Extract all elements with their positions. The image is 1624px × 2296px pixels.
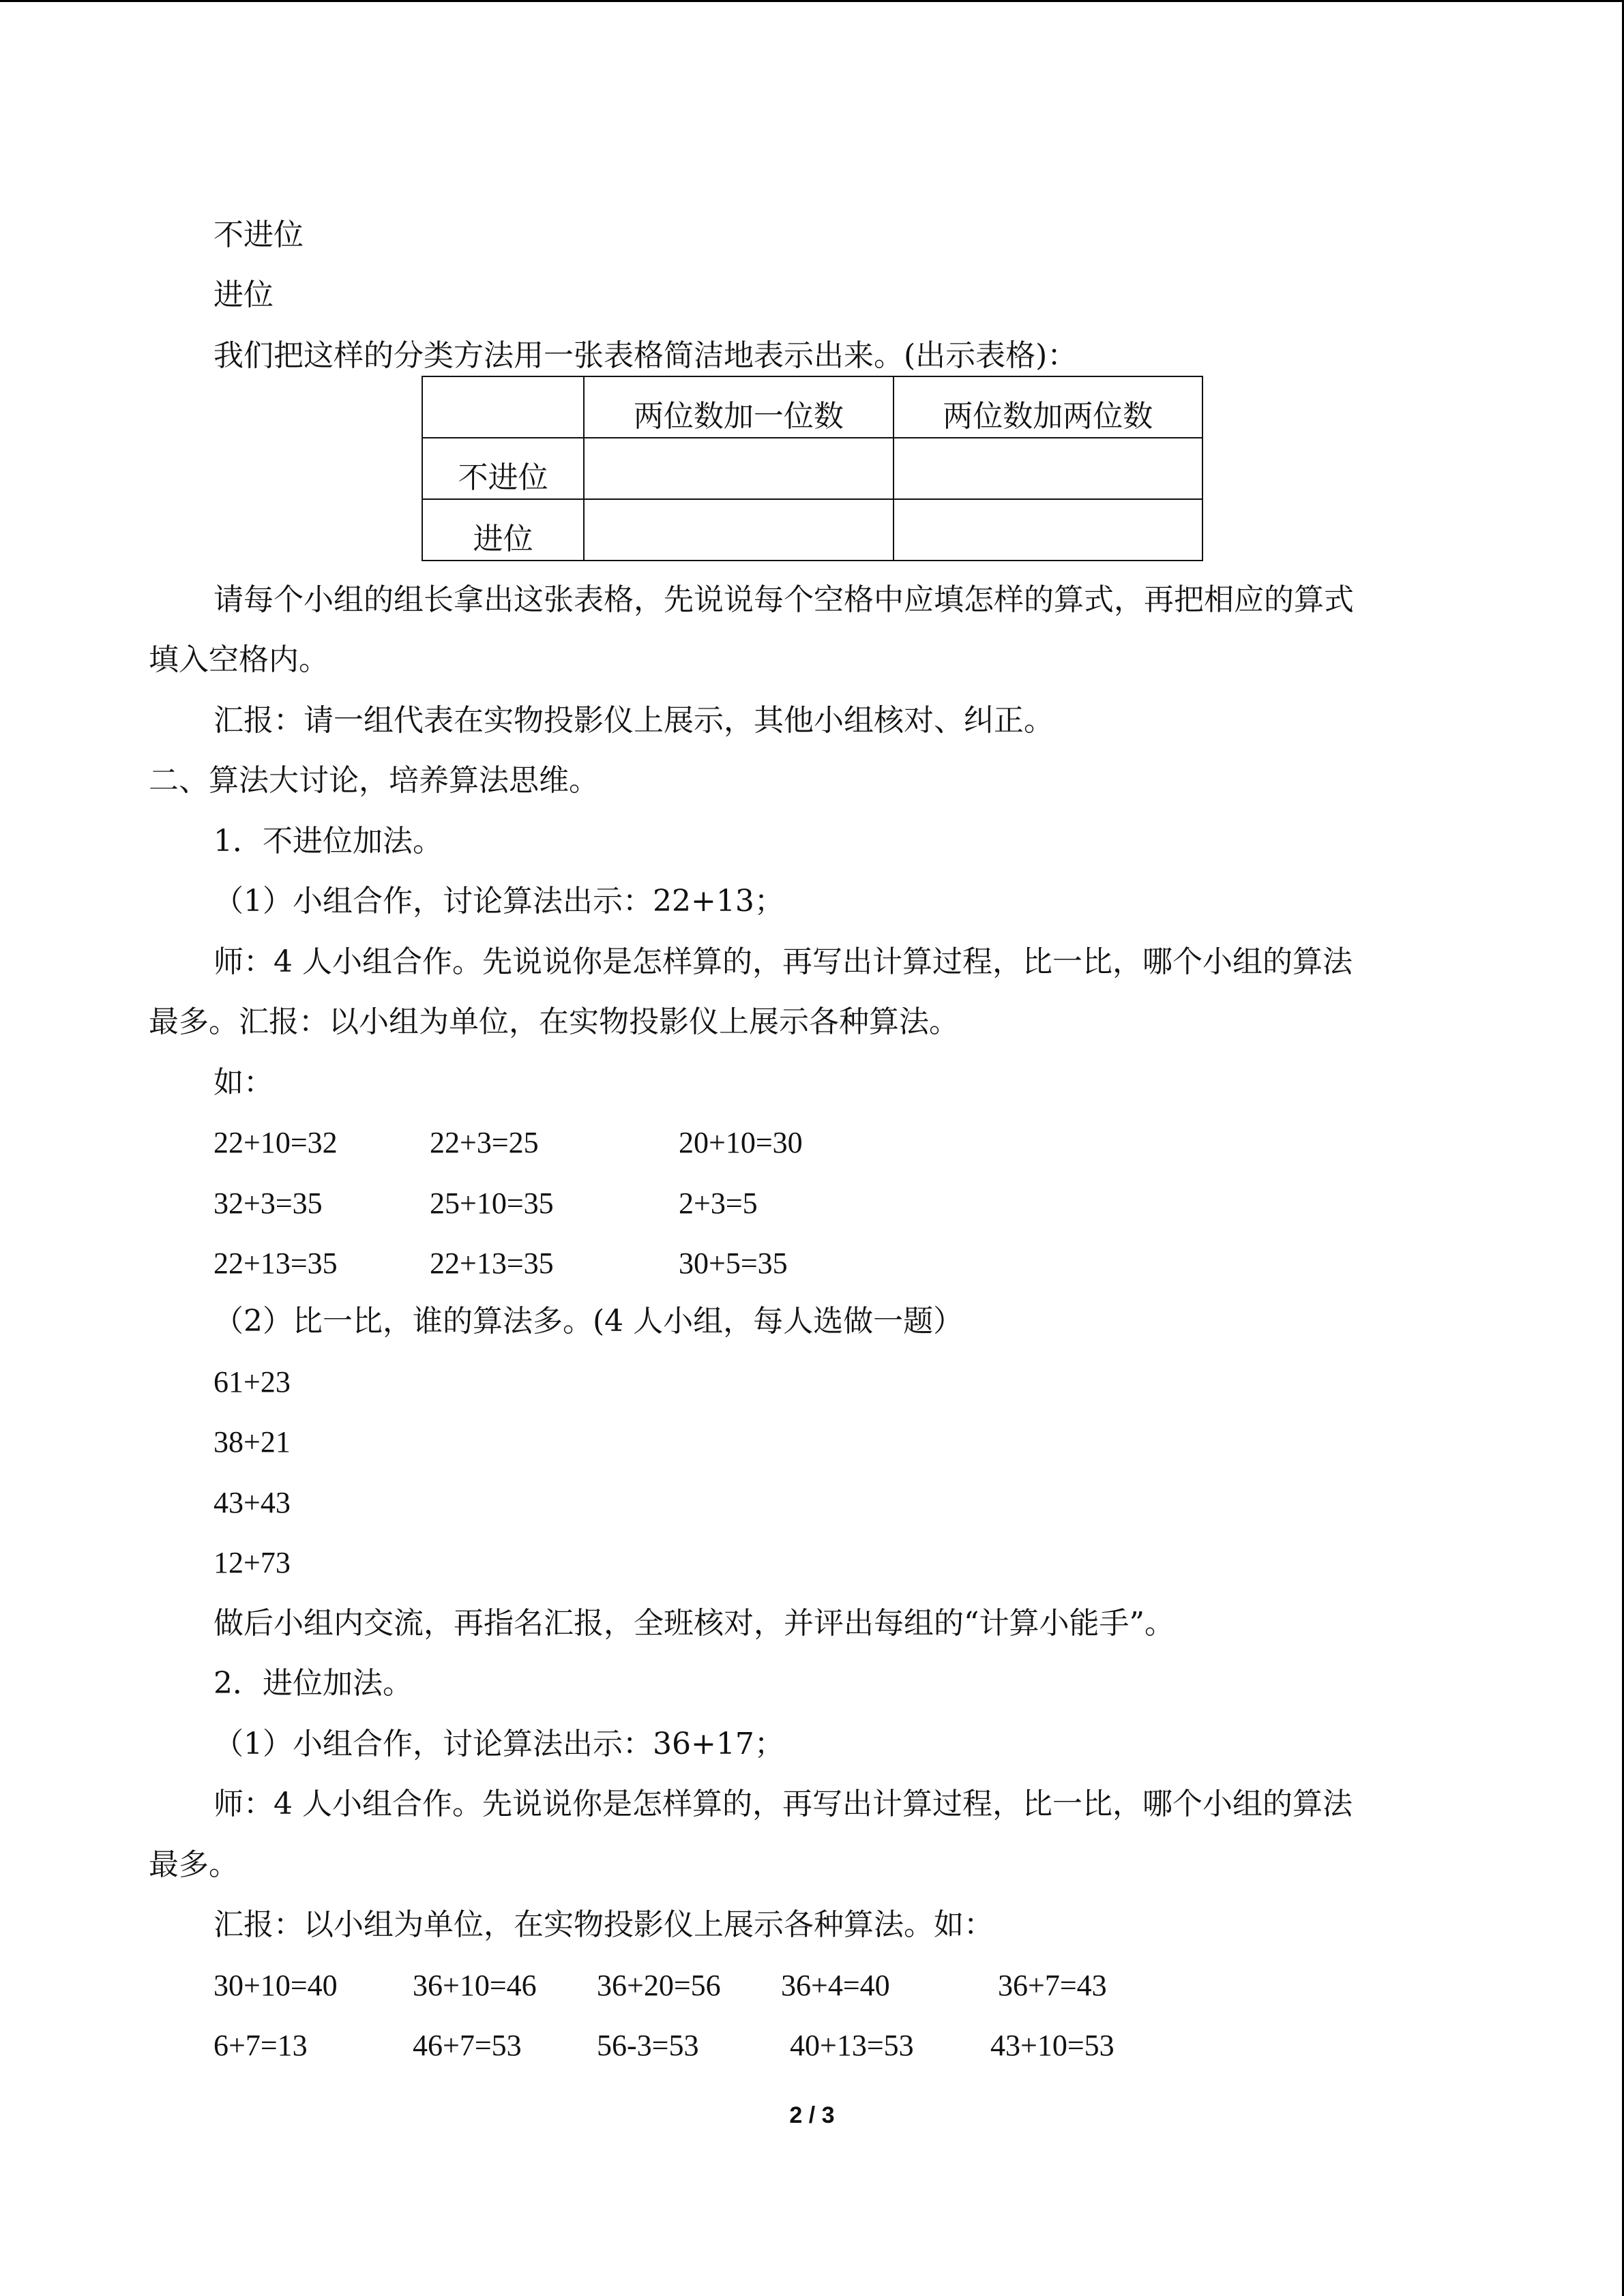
paragraph-example-label: 如： — [213, 1065, 274, 1100]
section-heading-2: 二、算法大讨论，培养算法思维。 — [149, 763, 599, 798]
equation: 6+7=13 — [213, 2029, 308, 2062]
equation: 36+20=56 — [597, 1969, 721, 2002]
equation: 46+7=53 — [413, 2029, 522, 2062]
equation: 22+3=25 — [430, 1126, 539, 1159]
table-row-label-carry: 进位 — [422, 499, 584, 561]
table-header-two-plus-two: 两位数加两位数 — [894, 376, 1202, 438]
equation: 25+10=35 — [430, 1187, 554, 1220]
paragraph-task-2: （1）小组合作，讨论算法出示：36+17； — [213, 1727, 784, 1761]
equation: 40+13=53 — [790, 2029, 914, 2062]
table-cell — [894, 499, 1202, 561]
table-row — [422, 438, 1202, 499]
paragraph-teacher-1: 师：4 人小组合作。先说说你是怎样算的，再写出计算过程，比一比，哪个小组的算法 — [213, 944, 1353, 979]
table-cell — [584, 499, 893, 561]
equation: 36+10=46 — [413, 1969, 537, 2002]
equation: 36+7=43 — [998, 1969, 1107, 2002]
paragraph-report-1: 汇报：请一组代表在实物投影仪上展示，其他小组核对、纠正。 — [213, 703, 1054, 738]
practice-item: 43+43 — [213, 1486, 291, 1519]
paragraph-report-2: 汇报：以小组为单位，在实物投影仪上展示各种算法。如： — [213, 1907, 994, 1942]
page-number: 2 / 3 — [789, 2102, 835, 2128]
table-row-label-no-carry: 不进位 — [422, 438, 584, 499]
table-header-two-plus-one: 两位数加一位数 — [584, 376, 893, 438]
equation: 30+10=40 — [213, 1969, 338, 2002]
table-cell — [584, 438, 893, 499]
paragraph-no-carry: 不进位 — [213, 218, 304, 252]
paragraph-group-leader-cont: 填入空格内。 — [149, 642, 329, 677]
equation: 36+4=40 — [781, 1969, 890, 2002]
paragraph-table-intro: 我们把这样的分类方法用一张表格简洁地表示出来。(出示表格)： — [213, 338, 1078, 373]
paragraph-task-1: （1）小组合作，讨论算法出示：22+13； — [213, 884, 784, 919]
equation: 2+3=5 — [679, 1187, 758, 1220]
paragraph-compare: （2）比一比，谁的算法多。(4 人小组，每人选做一题） — [213, 1304, 964, 1339]
equation: 32+3=35 — [213, 1187, 323, 1220]
paragraph-teacher-2: 师：4 人小组合作。先说说你是怎样算的，再写出计算过程，比一比，哪个小组的算法 — [213, 1787, 1353, 1821]
equation: 22+13=35 — [430, 1247, 554, 1280]
table-row — [422, 499, 1202, 561]
practice-item: 38+21 — [213, 1425, 291, 1459]
subheading-carry-addition: 2．进位加法。 — [213, 1666, 413, 1701]
table-header-row — [422, 376, 1202, 438]
equation: 56-3=53 — [597, 2029, 699, 2062]
equation: 22+10=32 — [213, 1126, 338, 1159]
equation: 43+10=53 — [990, 2029, 1114, 2062]
practice-item: 12+73 — [213, 1546, 291, 1579]
table-cell — [422, 376, 584, 438]
practice-item: 61+23 — [213, 1365, 291, 1399]
paragraph-carry: 进位 — [213, 278, 274, 312]
equation: 20+10=30 — [679, 1126, 803, 1159]
equation: 22+13=35 — [213, 1247, 338, 1280]
table-cell — [894, 438, 1202, 499]
subheading-no-carry-addition: 1．不进位加法。 — [213, 824, 443, 859]
paragraph-group-leader: 请每个小组的组长拿出这张表格，先说说每个空格中应填怎样的算式，再把相应的算式 — [213, 582, 1354, 617]
equation: 30+5=35 — [679, 1247, 788, 1280]
paragraph-teacher-1-cont: 最多。汇报：以小组为单位，在实物投影仪上展示各种算法。 — [149, 1004, 959, 1039]
paragraph-teacher-2-cont: 最多。 — [149, 1847, 239, 1882]
paragraph-exchange: 做后小组内交流，再指名汇报，全班核对，并评出每组的“计算小能手”。 — [213, 1606, 1175, 1641]
classification-table — [422, 376, 1203, 561]
